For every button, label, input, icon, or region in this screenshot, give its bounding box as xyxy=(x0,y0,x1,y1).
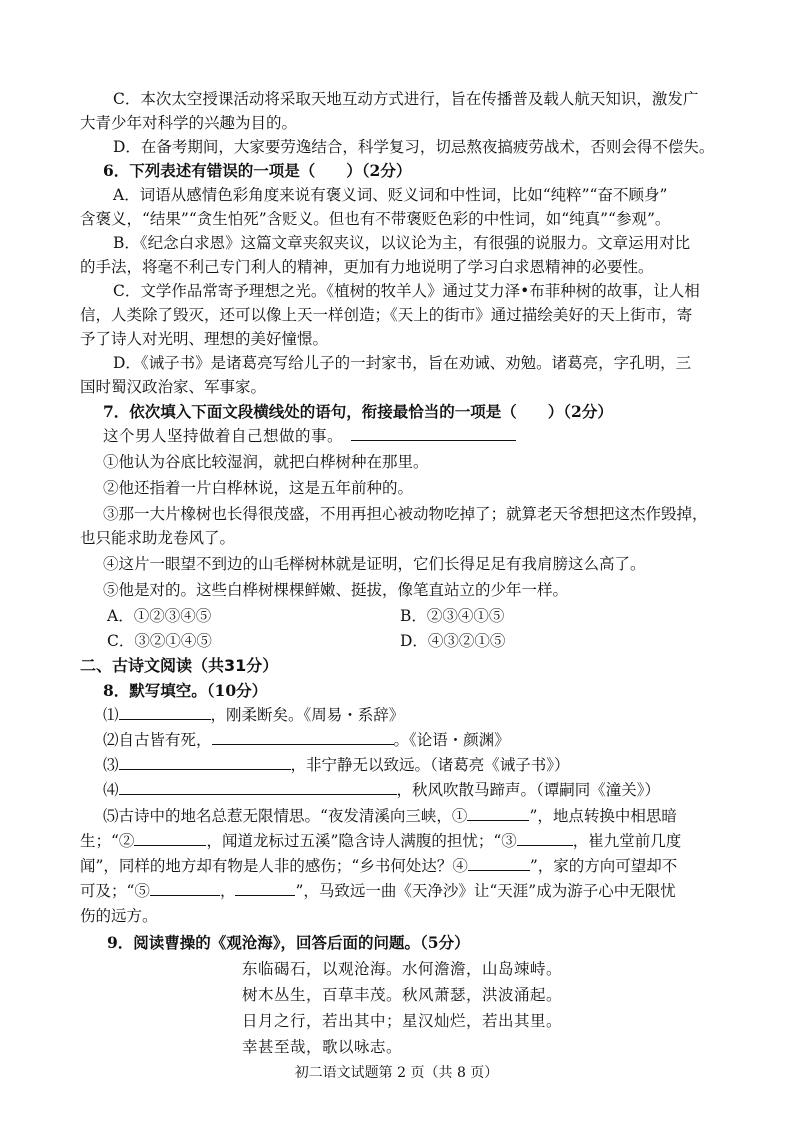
question-6-title: 6．下列表述有错误的一项是（ ）（2分） xyxy=(103,161,412,180)
q7-passage-lead xyxy=(103,425,516,447)
poem-line-3: 日月之行，若出其中；星汉灿烂，若出其里。 xyxy=(242,1012,563,1030)
q5-option-d: D．在备考期间，大家要劳逸结合，科学复习，切忌熬夜搞疲劳战术，否则会得不偿失。 xyxy=(113,138,715,156)
q8-item-3-suffix: ，非宁静无以致远。（诸葛亮《诫子书》） xyxy=(290,756,570,774)
q8-item-4-blank xyxy=(119,780,397,795)
q7-option-c: C．③②①④⑤ xyxy=(107,632,212,650)
q5-option-c-line2: 大青少年对科学的兴趣为目的。 xyxy=(80,114,298,132)
q8-item-4 xyxy=(103,779,660,801)
question-8-title: 8．默写填空。（10分） xyxy=(103,681,268,700)
q8-item-5-line3 xyxy=(80,855,677,877)
q8-item-5-blank-3 xyxy=(517,831,573,846)
q7-sentence-4: ④这片一眼望不到边的山毛榉树林就是证明，它们长得足足有我肩膀这么高了。 xyxy=(103,555,646,573)
q8-item-5-text-e: ，崔九堂前几度 xyxy=(572,832,682,850)
q8-item-2 xyxy=(103,729,510,751)
q7-sentence-5: ⑤他是对的。这些白桦树棵棵鲜嫩、挺拔，像笔直站立的少年一样。 xyxy=(103,581,569,599)
q7-sentence-3-line1: ③那一大片橡树也长得很茂盛，不用再担心被动物吃掉了；就算老天爷想把这杰作毁掉， xyxy=(103,505,708,523)
q6-option-c-line1: C．文学作品常寄予理想之光。《植树的牧羊人》通过艾力泽•布菲种树的故事，让人相 xyxy=(113,282,700,300)
q7-passage-text: 这个男人坚持做着自己想做的事。 xyxy=(103,427,344,445)
poem-line-1: 东临碣石，以观沧海。水何澹澹，山岛竦峙。 xyxy=(242,960,563,978)
q8-item-5-text-a: ⑸古诗中的地名总惹无限情思。“夜发清溪向三峡，① xyxy=(103,807,468,825)
q8-item-5-blank-2 xyxy=(134,831,206,846)
q6-option-a-line2: 含褒义，“结果”“贪生怕死”含贬义。但也有不带褒贬色彩的中性词，如“纯真”“参观”。 xyxy=(80,210,671,228)
q8-item-5-text-c: 生；“② xyxy=(80,832,135,850)
question-9-title: 9．阅读曹操的《观沧海》，回答后面的问题。（5分） xyxy=(107,933,470,952)
q8-item-5-text-h: 可及；“⑤ xyxy=(80,882,150,900)
q7-answer-blank xyxy=(351,426,516,441)
question-7-title: 7．依次填入下面文段横线处的语句，衔接最恰当的一项是（ ）（2分） xyxy=(103,402,613,421)
q8-item-5-text-i: ， xyxy=(219,882,236,900)
q8-item-3-prefix: ⑶ xyxy=(103,756,119,774)
q6-option-c-line2: 信，人类除了毁灭，还可以像上天一样创造；《天上的街市》通过描绘美好的天上街市，寄 xyxy=(80,306,693,324)
q7-sentence-2: ②他还指着一片白桦林说，这是五年前种的。 xyxy=(103,479,414,497)
q8-item-1 xyxy=(103,704,404,726)
q8-item-2-blank xyxy=(212,730,394,745)
q8-item-3 xyxy=(103,754,570,776)
poem-line-4: 幸甚至哉，歌以咏志。 xyxy=(242,1038,403,1056)
q8-item-2-prefix: ⑵自古皆有死， xyxy=(103,731,212,749)
q8-item-5-blank-5 xyxy=(150,881,220,896)
q8-item-5-line5: 伤的远方。 xyxy=(80,907,158,925)
q8-item-5-text-b: ”，地点转换中相思暗 xyxy=(529,807,677,825)
q7-option-b: B．②③④①⑤ xyxy=(400,607,505,625)
q6-option-d-line1: D．《诫子书》是诸葛亮写给儿子的一封家书，旨在劝诫、劝勉。诸葛亮，字孔明，三 xyxy=(113,354,692,372)
q8-item-1-blank xyxy=(119,705,211,720)
q7-sentence-3-line2: 也只能求助龙卷风了。 xyxy=(80,529,236,547)
q8-item-3-blank xyxy=(119,755,291,770)
q8-item-4-suffix: ，秋风吹散马蹄声。（谭嗣同《潼关》） xyxy=(396,781,661,799)
q8-item-5-blank-1 xyxy=(467,806,529,821)
q8-item-5-blank-4 xyxy=(468,856,530,871)
q6-option-b-line2: 的手法，将毫不利己专门利人的精神，更加有力地说明了学习白求恩精神的必要性。 xyxy=(80,258,654,276)
q8-item-5-text-j: ”，马致远一曲《天净沙》让“天涯”成为游子心中无限忧 xyxy=(295,882,676,900)
q7-option-d: D．④③②①⑤ xyxy=(400,632,506,650)
q8-item-5-line1 xyxy=(103,805,677,827)
q6-option-d-line2: 国时蜀汉政治家、军事家。 xyxy=(80,378,267,396)
poem-line-2: 树木丛生，百草丰茂。秋风萧瑟，洪波涌起。 xyxy=(242,986,563,1004)
q8-item-5-text-g: ”，家的方向可望却不 xyxy=(529,857,678,875)
page-footer: 初二语文试题第 2 页（共 8 页） xyxy=(294,1065,499,1081)
q6-option-a-line1: A．词语从感情色彩角度来说有褒义词、贬义词和中性词，比如“纯粹”“奋不顾身” xyxy=(113,186,668,204)
q8-item-5-text-d: ，闻道龙标过五溪”隐含诗人满腹的担忧；“③ xyxy=(206,832,517,850)
q6-option-c-line3: 予了诗人对光明、理想的美好憧憬。 xyxy=(80,330,329,348)
q8-item-1-prefix: ⑴ xyxy=(103,706,119,724)
q7-option-a: A．①②③④⑤ xyxy=(107,607,212,625)
q5-option-c-line1: C．本次太空授课活动将采取天地互动方式进行，旨在传播普及载人航天知识，激发广 xyxy=(113,90,699,108)
q8-item-5-blank-6 xyxy=(235,881,295,896)
q6-option-b-line1: B．《纪念白求恩》这篇文章夹叙夹议，以议论为主，有很强的说服力。文章运用对比 xyxy=(113,234,691,252)
q8-item-5-text-f: 闻”，同样的地方却有物是人非的感伤；“乡书何处达？④ xyxy=(80,857,468,875)
q7-sentence-1: ①他认为谷底比较湿润，就把白桦树种在那里。 xyxy=(103,453,429,471)
section-2-heading: 二、古诗文阅读（共31分） xyxy=(80,656,279,675)
q8-item-1-suffix: ，刚柔断矣。《周易・系辞》 xyxy=(210,706,405,724)
q8-item-5-line2 xyxy=(80,830,681,852)
q8-item-4-prefix: ⑷ xyxy=(103,781,119,799)
q8-item-5-line4 xyxy=(80,880,676,902)
q8-item-2-suffix: 。《论语・颜渊》 xyxy=(393,731,510,749)
